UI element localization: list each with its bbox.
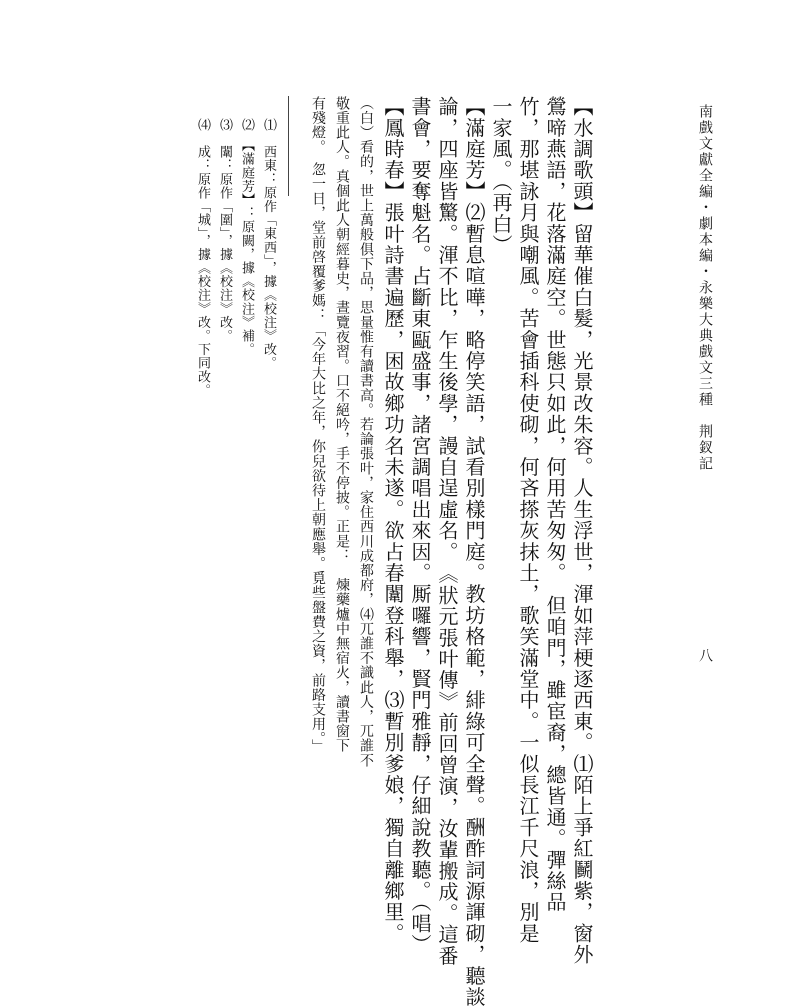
header-title: 南戲文獻全編・劇本編・永樂大典戲文三種 荆釵記 xyxy=(697,104,713,472)
footnote: ⑴ 西東：原作「東西」，據《校注》改。 xyxy=(261,118,276,370)
dialogue-text-column: 有殘燈。 忽一日，堂前啓覆爹媽：「今年大比之年，你兒欲待上朝應舉。覓些盤費之資，前路支用。」 xyxy=(310,96,326,754)
body-text-column: 【水調歌頭】留華催白髮，光景改朱容。人生浮世，渾如萍梗逐西東。⑴陌上爭紅鬭紫，窗外 xyxy=(570,96,594,966)
running-header xyxy=(698,104,712,472)
body-text-column: 論，四座皆驚。渾不比，乍生後學，謾自逞虛名。 《狀元張叶傳》前回曾演，汝輩搬成。這番 xyxy=(435,96,459,967)
body-text-column: 一家風。（再白） xyxy=(489,96,513,256)
page-number: 八 xyxy=(697,648,713,664)
dialogue-text-column: （白）看的，世上萬般俱下品，思量惟有讀書高。若論張叶，家住西川成都府，⑷兀誰不識此人，兀誰不 xyxy=(358,96,374,768)
body-text-column: 鶯啼燕語，花落滿庭空。世態只如此，何用苦匆匆。 但咱門，雖宦裔，總皆通。彈絲品 xyxy=(543,96,567,913)
body-text-column: 竹，那堪詠月與嘲風。苦會插科使砌，何吝搽灰抹土，歌笑滿堂中。一似長江千尺浪，別是 xyxy=(516,96,540,944)
footnote-separator xyxy=(288,96,289,196)
footnote: ⑷ 成：原作「城」，據《校注》改。下同改。 xyxy=(195,118,210,398)
body-text-column: 書會，要奪魁名。占斷東甌盛事，諸宮調唱出來因。厮囉響，賢門雅靜，仔細說教聽。（唱） xyxy=(408,96,432,956)
footnote: ⑵ 【滿庭芳】：原闕，據《校注》補。 xyxy=(239,118,254,357)
dialogue-text-column: 敬重此人。真個此人朝經暮史，晝覽夜習。口不絕吟，手不停披。正是： 煉藥爐中無宿火，讀書窗下 xyxy=(334,96,350,753)
footnote: ⑶ 闈：原作「圍」，據《校注》改。 xyxy=(217,118,232,343)
body-text-column: 【滿庭芳】⑵暫息喧嘩，略停笑語，試看別樣門庭。教坊格範，緋綠可全聲。酬酢詞源諢砌，聽談 xyxy=(462,96,486,1008)
body-text-column: 【鳳時春】張叶詩書遍歷，困故鄉功名未遂。欲占春闈登科舉，⑶暫別爹娘，獨自離鄉里。 xyxy=(381,96,405,944)
